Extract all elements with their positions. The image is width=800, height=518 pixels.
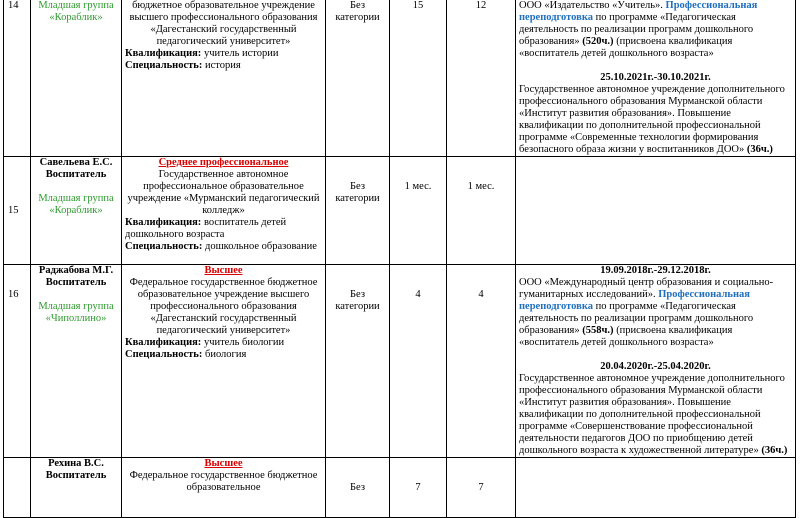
training-text: ООО «Международный центр образования и социально-гуманитарных исследований». bbox=[519, 277, 774, 300]
table-row bbox=[4, 458, 796, 518]
category-cell bbox=[326, 265, 390, 458]
training-text: Государственное автономное учреждение дополнительного профессионального образования Мурманской области «Институт развития образования». Повышение квалификации по дополнительной профессиональной программе «Современные технологии формирования безопасного образа жизни у воспитанников ДОО» bbox=[519, 84, 785, 155]
education-text: Государственное автономное профессиональное образовательное учреждение «Мурманский педагогический колледж» bbox=[127, 169, 320, 216]
qualification-value: учитель истории bbox=[203, 48, 279, 59]
row-number bbox=[4, 157, 31, 265]
category-cell bbox=[326, 157, 390, 265]
training-hours: (36ч.) bbox=[746, 144, 773, 155]
ped-experience-text: 1 мес. bbox=[467, 181, 495, 192]
training-cell bbox=[516, 0, 796, 157]
specialty-label: Специальность: bbox=[125, 349, 203, 360]
education-cell bbox=[122, 157, 326, 265]
training-text: Государственное автономное учреждение дополнительного профессионального образования Мурманской области «Институт развития образования». Повышение квалификации по дополнительной профессиональной программе «Совершенствование профессиональной деятельности педагогов ДОО по приобщению детей дошкольного возраста к художественной литературе» bbox=[519, 373, 785, 456]
total-experience-cell bbox=[390, 157, 447, 265]
specialty-value: дошкольное образование bbox=[204, 241, 317, 252]
name-position-cell bbox=[31, 0, 122, 157]
ped-experience-text: 4 bbox=[478, 289, 484, 300]
qualification-value: воспитатель детей дошкольного возраста bbox=[125, 217, 287, 240]
group-line: Младшая группа bbox=[38, 301, 114, 312]
total-experience-cell bbox=[390, 265, 447, 458]
training-cell bbox=[516, 458, 796, 518]
qualification-value: учитель биологии bbox=[203, 337, 285, 348]
retraining-highlight: Профессиональная переподготовка bbox=[519, 0, 758, 23]
row-number bbox=[4, 458, 31, 518]
employee-name: Савельева Е.С. bbox=[39, 157, 113, 168]
education-text: Федеральное государственное бюджетное образовательное учреждение высшего профессионального образования «Дагестанский государственный педагогический университет» bbox=[129, 277, 318, 336]
training-cell bbox=[516, 265, 796, 458]
category-text: Без категории bbox=[335, 289, 380, 312]
total-experience-text: 1 мес. bbox=[404, 181, 432, 192]
category-text: Без категории bbox=[335, 181, 380, 204]
total-experience-cell bbox=[390, 458, 447, 518]
qualification-label: Квалификация: bbox=[125, 337, 202, 348]
total-experience-cell: 15 bbox=[390, 0, 447, 157]
training-date-range: 20.04.2020г.-25.04.2020г. bbox=[600, 361, 711, 372]
employee-position: Воспитатель bbox=[45, 470, 107, 481]
training-text: (присвоена квалификация «воспитатель детей дошкольного возраста» bbox=[519, 325, 733, 348]
ped-experience-cell: 12 bbox=[447, 0, 516, 157]
education-level: Высшее bbox=[204, 265, 243, 276]
specialty-label: Специальность: bbox=[125, 60, 203, 71]
category-cell: Без категории bbox=[326, 0, 390, 157]
ped-experience-cell bbox=[447, 157, 516, 265]
total-experience-text: 4 bbox=[415, 289, 421, 300]
group-line: «Кораблик» bbox=[49, 12, 103, 23]
education-text: Федеральное государственное бюджетное образовательное bbox=[129, 470, 318, 493]
specialty-value: биология bbox=[204, 349, 247, 360]
qualification-label: Квалификация: bbox=[125, 48, 202, 59]
ped-experience-cell bbox=[447, 458, 516, 518]
training-hours: (520ч.) bbox=[582, 36, 614, 47]
category-cell bbox=[326, 458, 390, 518]
education-level: Высшее bbox=[204, 458, 243, 469]
group-line: «Кораблик» bbox=[49, 205, 103, 216]
group-line: Младшая группа bbox=[38, 0, 114, 11]
table-row bbox=[4, 0, 796, 157]
education-cell bbox=[122, 0, 326, 157]
name-position-cell bbox=[31, 157, 122, 265]
employee-position: Воспитатель bbox=[45, 277, 107, 288]
training-text: по программе «Педагогическая деятельность по реализации программ дошкольного образования» bbox=[519, 12, 754, 47]
ped-experience-text: 7 bbox=[478, 482, 484, 493]
education-text: бюджетное образовательное учреждение высшего профессионального образования «Дагестанский государственный педагогический университет» bbox=[129, 0, 318, 47]
specialty-value: история bbox=[204, 60, 241, 71]
specialty-label: Специальность: bbox=[125, 241, 203, 252]
name-position-cell bbox=[31, 458, 122, 518]
name-position-cell bbox=[31, 265, 122, 458]
education-level: Среднее профессиональное bbox=[158, 157, 289, 168]
total-experience-text: 7 bbox=[415, 482, 421, 493]
table-row bbox=[4, 157, 796, 265]
row-number-text: 15 bbox=[8, 204, 19, 216]
qualification-label: Квалификация: bbox=[125, 217, 202, 228]
retraining-highlight: Профессиональная переподготовка bbox=[519, 289, 750, 312]
category-text: Без bbox=[350, 482, 365, 493]
row-number-text: 16 bbox=[8, 289, 19, 300]
education-cell bbox=[122, 265, 326, 458]
staff-table-fragment bbox=[3, 0, 795, 518]
employee-name: Раджабова М.Г. bbox=[38, 265, 114, 276]
group-line: «Чиполлино» bbox=[45, 313, 107, 324]
ped-experience-cell bbox=[447, 265, 516, 458]
table-row bbox=[4, 265, 796, 458]
training-hours: (558ч.) bbox=[582, 325, 614, 336]
group-line: Младшая группа bbox=[38, 193, 114, 204]
training-text: ООО «Издательство «Учитель». bbox=[519, 0, 666, 11]
training-text: по программе «Педагогическая деятельность по реализации программ дошкольного образования» bbox=[519, 301, 754, 336]
training-cell bbox=[516, 157, 796, 265]
training-text: (присвоена квалификация «воспитатель детей дошкольного возраста» bbox=[519, 36, 733, 59]
education-cell bbox=[122, 458, 326, 518]
staff-table bbox=[3, 0, 796, 518]
training-date-range: 25.10.2021г.-30.10.2021г. bbox=[600, 72, 711, 83]
employee-name: Рехина В.С. bbox=[48, 458, 104, 469]
employee-position: Воспитатель bbox=[45, 169, 107, 180]
training-hours: (36ч.) bbox=[761, 445, 788, 456]
row-number bbox=[4, 265, 31, 458]
training-date-range: 19.09.2018г.-29.12.2018г. bbox=[600, 265, 711, 276]
row-number: 14 bbox=[4, 0, 31, 157]
